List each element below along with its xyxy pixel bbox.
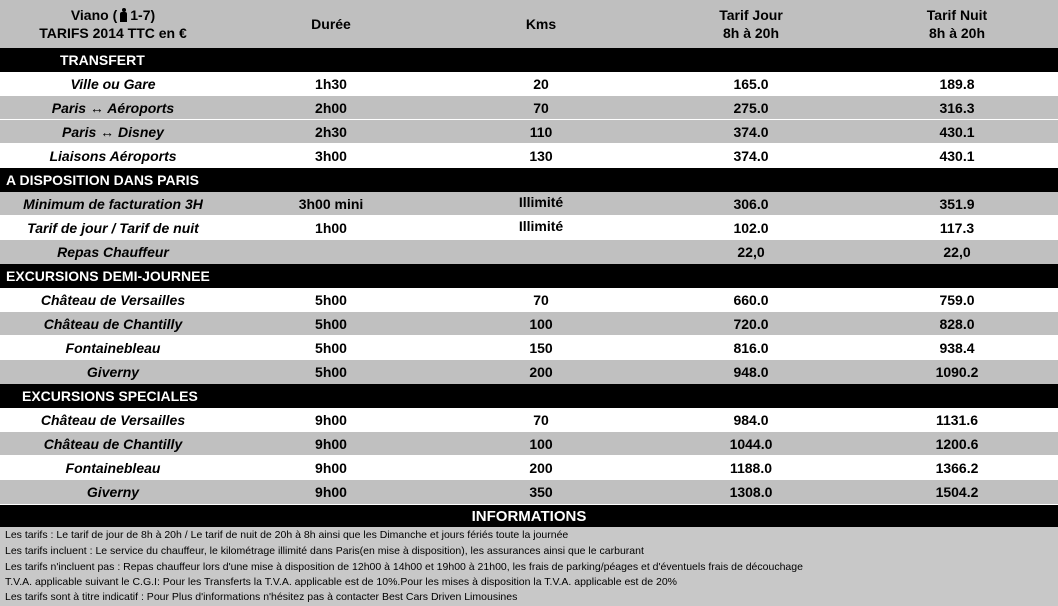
table-row	[0, 240, 1058, 264]
duration: 5h00	[315, 364, 347, 380]
section-header-demi-journee	[0, 264, 1058, 288]
day-price: 720.0	[733, 316, 769, 332]
night-price: 430.1	[939, 148, 975, 164]
night-price: 1131.6	[935, 412, 979, 428]
section-header-speciales	[0, 384, 1058, 408]
service-name: Château de Versailles	[40, 412, 186, 428]
kms: 200	[529, 364, 553, 380]
kms: 70	[533, 292, 549, 308]
day-rate-hours: 8h à 20h	[722, 25, 780, 41]
duration: 5h00	[315, 340, 347, 356]
night-price: 117.3	[939, 220, 975, 236]
col-header-day-rate	[646, 0, 856, 48]
kms	[436, 240, 646, 264]
day-price: 374.0	[733, 124, 769, 140]
table-row	[0, 288, 1058, 312]
day-price: 165.0	[733, 76, 769, 92]
service-name: Giverny	[86, 364, 140, 380]
service-name: Tarif de jour / Tarif de nuit	[27, 220, 199, 236]
service-name: Château de Versailles	[40, 292, 186, 308]
table-row	[0, 480, 1058, 504]
kms: 350	[529, 484, 553, 500]
col-header-duration: Durée	[311, 16, 351, 32]
night-price: 828.0	[939, 316, 975, 332]
person-icon	[119, 8, 128, 22]
day-price: 275.0	[733, 100, 769, 116]
kms: 20	[533, 76, 549, 92]
info-line: Les tarifs n'incluent pas : Repas chauffeur lors d'une mise à disposition de 12h00 à 14h00 et 19h00 à 21h00, les frais de parking/péages et d'éventuels frais de découchage	[5, 561, 803, 573]
table-header	[0, 0, 1058, 48]
day-rate-label: Tarif Jour	[719, 7, 783, 23]
table-row	[0, 144, 1058, 168]
service-name: Château de Chantilly	[43, 436, 183, 452]
night-price: 430.1	[939, 124, 975, 140]
table-row	[0, 96, 1058, 120]
section-title: A DISPOSITION DANS PARIS	[6, 172, 199, 188]
day-price: 1188.0	[729, 460, 773, 476]
service-name: Giverny	[86, 484, 140, 500]
section-header-transfert	[0, 48, 1058, 72]
night-price: 1366.2	[935, 460, 979, 476]
table-row	[0, 360, 1058, 384]
service-name: Liaisons Aéroports	[49, 148, 177, 164]
night-price: 1090.2	[935, 364, 979, 380]
service-name: Fontainebleau	[65, 460, 161, 476]
duration: 3h00	[315, 148, 347, 164]
table-row	[0, 216, 1058, 240]
col-header-night-rate	[856, 0, 1058, 48]
section-title: TRANSFERT	[60, 52, 145, 68]
kms: Illimité	[518, 194, 564, 210]
service-name: Fontainebleau	[65, 340, 161, 356]
service-name: Château de Chantilly	[43, 316, 183, 332]
day-price: 948.0	[733, 364, 769, 380]
table-row	[0, 432, 1058, 456]
kms: Illimité	[518, 218, 564, 234]
duration: 9h00	[315, 460, 347, 476]
kms: 130	[529, 148, 553, 164]
kms: 150	[529, 340, 553, 356]
service-name: Paris ↔ Aéroports	[51, 100, 175, 116]
day-price: 1308.0	[729, 484, 773, 500]
info-line: Les tarifs sont à titre indicatif : Pour Plus d'informations n'hésitez pas à contacter Best Cars Driven Limousines	[5, 591, 518, 603]
info-line: Les tarifs : Le tarif de jour de 8h à 20h / Le tarif de nuit de 20h à 8h ainsi que les Dimanche et jours fériés toute la journée	[5, 529, 569, 541]
header-title-cell	[0, 0, 226, 48]
duration: 9h00	[315, 436, 347, 452]
day-price: 984.0	[733, 412, 769, 428]
day-price: 1044.0	[729, 436, 773, 452]
table-row	[0, 456, 1058, 480]
duration: 3h00 mini	[298, 196, 364, 212]
service-name: Repas Chauffeur	[57, 244, 169, 260]
table-row	[0, 408, 1058, 432]
night-price: 22,0	[943, 244, 971, 260]
kms: 100	[529, 316, 553, 332]
informations-header: INFORMATIONS	[0, 505, 1058, 527]
passenger-range: 1-7)	[130, 7, 156, 23]
night-price: 938.4	[939, 340, 975, 356]
duration: 9h00	[315, 412, 347, 428]
day-price: 660.0	[733, 292, 769, 308]
info-line: T.V.A. applicable suivant le C.G.I: Pour les Transferts la T.V.A. applicable est de 10%.Pour les mises à disposition la T.V.A. applicable est de 20%	[5, 576, 677, 588]
service-name: Ville ou Gare	[70, 76, 156, 92]
night-rate-label: Tarif Nuit	[926, 7, 988, 23]
day-price: 102.0	[733, 220, 769, 236]
kms: 70	[533, 100, 549, 116]
duration: 2h00	[315, 100, 347, 116]
day-price: 306.0	[733, 196, 769, 212]
info-line: Les tarifs incluent : Le service du chauffeur, le kilométrage illimité dans Paris(en mise à disposition), les assurances ainsi que le carburant	[5, 545, 644, 557]
night-price: 1504.2	[935, 484, 979, 500]
day-price: 816.0	[733, 340, 769, 356]
duration: 1h00	[315, 220, 347, 236]
service-name: Paris ↔ Disney	[62, 124, 164, 140]
duration	[226, 240, 436, 264]
table-row	[0, 312, 1058, 336]
duration: 5h00	[315, 292, 347, 308]
kms: 70	[533, 412, 549, 428]
informations-block	[0, 527, 1058, 606]
night-price: 189.8	[939, 76, 975, 92]
night-price: 759.0	[939, 292, 975, 308]
col-header-kms: Kms	[525, 16, 557, 32]
duration: 9h00	[315, 484, 347, 500]
kms: 100	[529, 436, 553, 452]
night-price: 316.3	[939, 100, 975, 116]
day-price: 22,0	[737, 244, 765, 260]
night-price: 1200.6	[935, 436, 979, 452]
table-row	[0, 120, 1058, 144]
duration: 1h30	[315, 76, 347, 92]
day-price: 374.0	[733, 148, 769, 164]
duration: 5h00	[315, 316, 347, 332]
kms: 110	[529, 124, 553, 140]
vehicle-title: Viano (	[70, 7, 118, 23]
table-row	[0, 336, 1058, 360]
night-rate-hours: 8h à 20h	[928, 25, 986, 41]
kms: 200	[529, 460, 553, 476]
table-row	[0, 192, 1058, 216]
service-name: Minimum de facturation 3H	[23, 196, 203, 212]
section-title: EXCURSIONS DEMI-JOURNEE	[6, 268, 210, 284]
section-header-disposition	[0, 168, 1058, 192]
duration: 2h30	[315, 124, 347, 140]
section-title: EXCURSIONS SPECIALES	[22, 388, 198, 404]
night-price: 351.9	[939, 196, 975, 212]
tariff-subtitle: TARIFS 2014 TTC en €	[39, 25, 187, 41]
table-row	[0, 72, 1058, 96]
